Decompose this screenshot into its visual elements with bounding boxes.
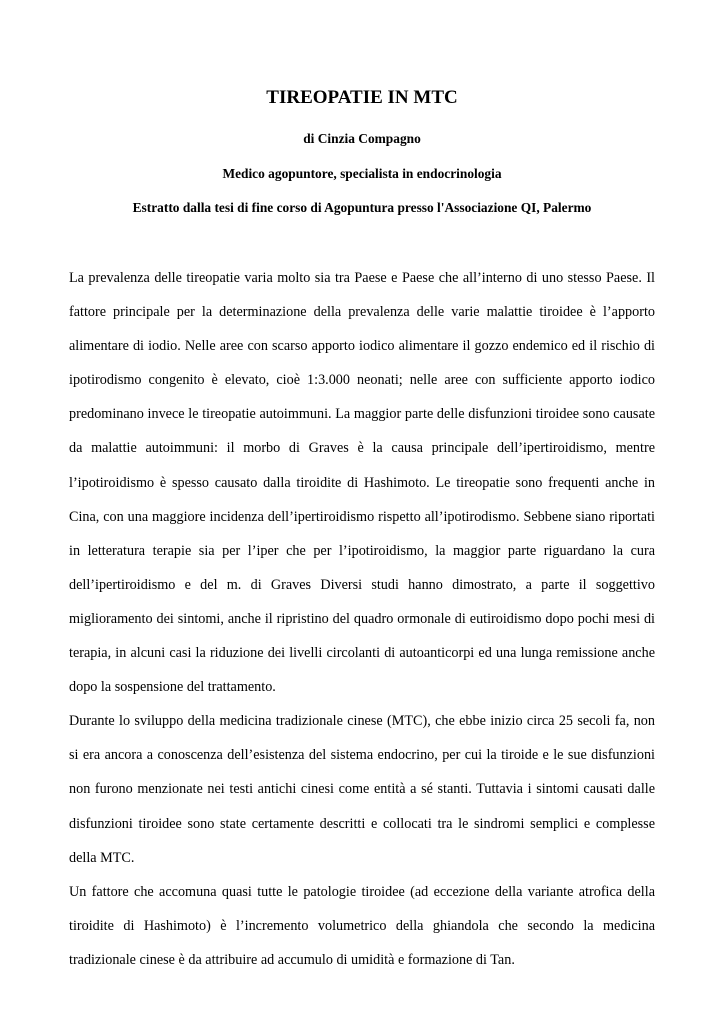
document-title: TIREOPATIE IN MTC bbox=[266, 87, 458, 108]
author-role: Medico agopuntore, specialista in endocrinologia bbox=[222, 166, 502, 181]
source-note: Estratto dalla tesi di fine corso di Agopuntura presso l'Associazione QI, Palermo bbox=[132, 200, 592, 215]
author-line: di Cinzia Compagno bbox=[303, 131, 421, 146]
paragraph-2: Durante lo sviluppo della medicina tradizionale cinese (MTC), che ebbe inizio circa 25 secoli fa, non si era ancora a conoscenza dell’esistenza del sistema endocrino, per cui la tiroide e le sue disfunzioni non furono menzionate nei testi antichi cinesi come entità a sé stanti. Tuttavia i sintomi causati dalle disfunzioni tiroidee sono state certamente descritti e collocati tra le sindromi semplici e complesse della MTC. bbox=[69, 713, 655, 866]
body-text bbox=[69, 261, 655, 977]
paragraph-1: La prevalenza delle tireopatie varia molto sia tra Paese e Paese che all’interno di uno stesso Paese. Il fattore principale per la determinazione della prevalenza delle varie malattie tiroidee è l’apporto alimentare di iodio. Nelle aree con scarso apporto iodico alimentare il gozzo endemico ed il rischio di ipotirodismo congenito è elevato, cioè 1:3.000 neonati; nelle aree con sufficiente apporto iodico predominano invece le tireopatie autoimmuni. La maggior parte delle disfunzioni tiroidee sono causate da malattie autoimmuni: il morbo di Graves è la causa principale dell’ipertiroidismo, mentre l’ipotiroidismo è spesso causato dalla tiroidite di Hashimoto. Le tireopatie sono frequenti anche in Cina, con una maggiore incidenza dell’ipertiroidismo rispetto all’ipotirodismo. Sebbene siano riportati in letteratura terapie sia per l’iper che per l’ipotiroidismo, la maggior parte riguardano la cura dell’ipertiroidismo e del m. di Graves Diversi studi hanno dimostrato, a parte il soggettivo miglioramento dei sintomi, anche il ripristino del quadro ormonale di eutiroidismo dopo pochi mesi di terapia, in alcuni casi la riduzione dei livelli circolanti di autoanticorpi ed una lunga remissione anche dopo la sospensione del trattamento. bbox=[69, 270, 655, 696]
paragraph-3: Un fattore che accomuna quasi tutte le patologie tiroidee (ad eccezione della variante atrofica della tiroidite di Hashimoto) è l’incremento volumetrico della ghiandola che secondo la medicina tradizionale cinese è da attribuire ad accumulo di umidità e formazione di Tan. bbox=[69, 883, 655, 968]
